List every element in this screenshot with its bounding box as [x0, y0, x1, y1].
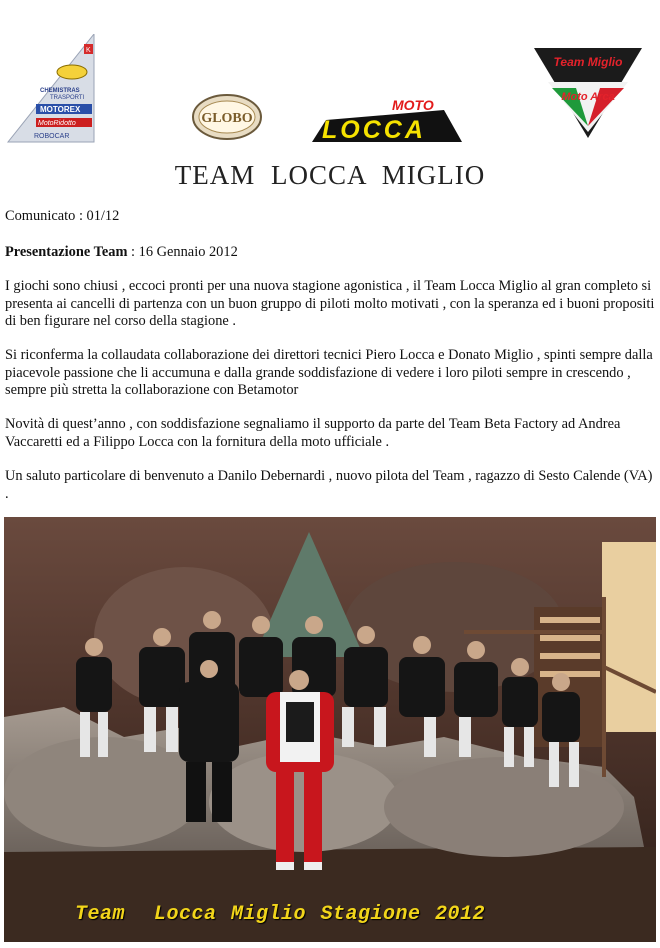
paragraph-2: Si riconferma la collaudata collaborazione dei direttori tecnici Piero Locca e Donato Miglio , spinti sempre dalla piacevole passione che li accumuna e dalla grande soddisfazione di vedere i loro piloti sempre in crescendo , sempre più stretta la collaborazione con Betamotor — [5, 347, 653, 398]
globo-text: GLOBO — [201, 111, 253, 126]
sponsor-line-5: ROBOCAR — [34, 133, 70, 140]
moto-locca-logo — [312, 92, 462, 144]
sponsor-line-4: MotoRidotto — [38, 120, 76, 127]
sponsor-line-0: K — [86, 47, 91, 54]
paragraph-1: I giochi sono chiusi , eccoci pronti per una nuova stagione agonistica , il Team Locca Miglio al gran completo si presenta ai cancelli di partenza con un buon gruppo di piloti molto motivati , con la speranza ed i buoni propositi di ben figurare nel corso della stagione . — [5, 278, 655, 329]
photo-caption: Team Locca Miglio Stagione 2012 — [74, 903, 486, 926]
paragraph-4: Un saluto particolare di benvenuto a Danilo Debernardi , nuovo pilota del Team , ragazzo di Sesto Calende (VA) . — [5, 468, 653, 502]
presentazione-label: Presentazione Team — [5, 244, 128, 260]
team-miglio-logo — [532, 46, 644, 140]
team-miglio-bottom: Moto Arca — [561, 91, 615, 103]
presentazione-date: : 16 Gennaio 2012 — [127, 244, 238, 260]
globo-logo — [190, 92, 264, 142]
comunicato-line: Comunicato : 01/12 — [5, 208, 120, 224]
team-photo — [4, 517, 656, 942]
paragraph-3: Novità di quest’anno , con soddisfazione segnaliamo il supporto da parte del Team Beta Factory ad Andrea Vaccaretti ed a Filippo Locca con la fornitura della moto ufficiale . — [5, 416, 621, 450]
moto-locca-bottom: LOCCA — [322, 116, 426, 144]
sponsor-flag-logo — [6, 34, 98, 144]
sponsor-line-2: TRASPORTI — [50, 95, 85, 101]
sponsor-line-3: MOTOREX — [40, 105, 81, 114]
presentazione-line — [5, 244, 655, 262]
sponsor-line-1: CHEMISTRAS — [40, 88, 80, 94]
moto-locca-top: MOTO — [392, 97, 434, 113]
team-miglio-top: Team Miglio — [553, 55, 623, 69]
page-title: TEAM LOCCA MIGLIO — [174, 160, 486, 190]
